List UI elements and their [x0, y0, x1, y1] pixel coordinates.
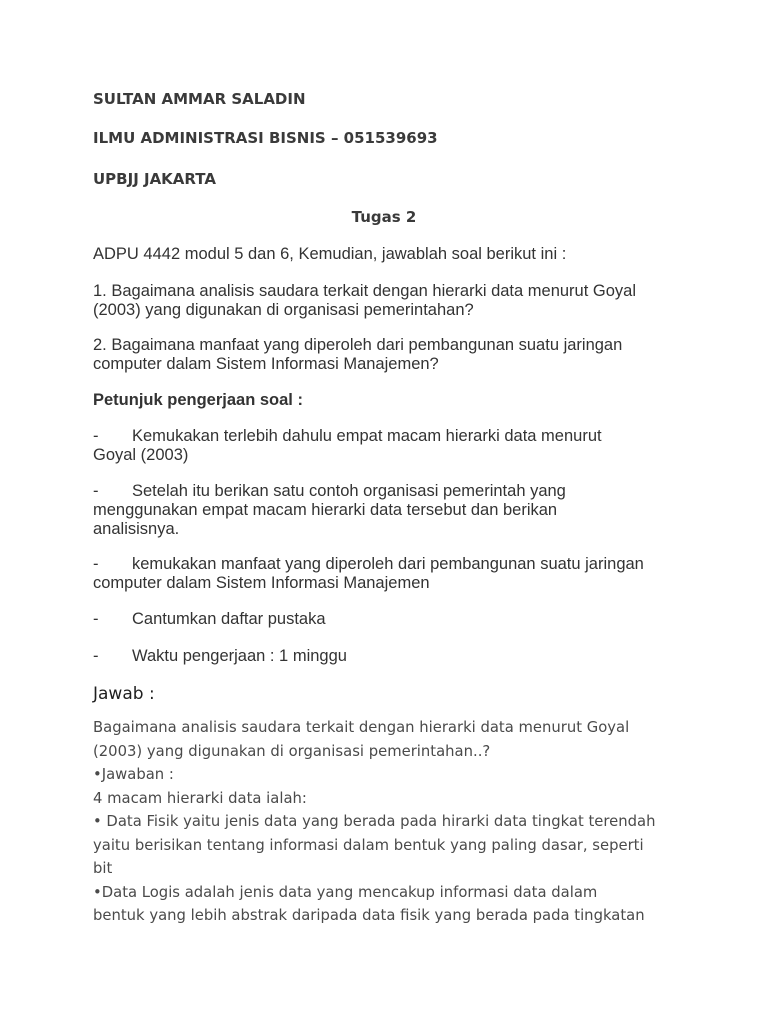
instruction-2-line-3: analisisnya. — [93, 520, 180, 538]
instructions-heading: Petunjuk pengerjaan soal : — [93, 391, 303, 409]
student-name: SULTAN AMMAR SALADIN — [93, 90, 306, 108]
upbjj-location: UPBJJ JAKARTA — [93, 170, 216, 188]
question-2-line-2: computer dalam Sistem Informasi Manajemen? — [93, 355, 439, 373]
instruction-item-5 — [93, 647, 693, 666]
instruction-item-2 — [93, 482, 693, 539]
answer-line: • Data Fisik yaitu jenis data yang berada pada hirarki data tingkat terendah — [93, 813, 656, 830]
answer-line: •Data Logis adalah jenis data yang mencakup informasi data dalam — [93, 883, 598, 901]
answer-heading: Jawab : — [93, 684, 155, 704]
answer-line: yaitu berisikan tentang informasi dalam bentuk yang paling dasar, seperti — [93, 836, 644, 854]
answer-body — [93, 716, 693, 928]
answer-line: •Jawaban : — [93, 766, 174, 783]
question-1 — [93, 282, 693, 320]
study-program: ILMU ADMINISTRASI BISNIS – 051539693 — [93, 129, 438, 147]
instruction-3-line-1: kemukakan manfaat yang diperoleh dari pembangunan suatu jaringan — [132, 555, 644, 573]
instruction-item-4 — [93, 610, 693, 629]
dash-marker: - — [93, 610, 99, 628]
answer-line: 4 macam hierarki data ialah: — [93, 789, 307, 807]
instruction-item-3 — [93, 555, 693, 593]
instruction-3-line-2: computer dalam Sistem Informasi Manajemen — [93, 574, 430, 592]
intro-text: ADPU 4442 modul 5 dan 6, Kemudian, jawablah soal berikut ini : — [93, 245, 567, 263]
dash-marker: - — [93, 482, 99, 500]
instruction-1-line-2: Goyal (2003) — [93, 446, 189, 464]
instruction-5-line-1: Waktu pengerjaan : 1 minggu — [132, 647, 347, 665]
answer-line: Bagaimana analisis saudara terkait dengan hierarki data menurut Goyal — [93, 719, 630, 736]
question-2 — [93, 336, 693, 374]
question-1-line-2: (2003) yang digunakan di organisasi pemerintahan? — [93, 301, 474, 319]
dash-marker: - — [93, 555, 99, 573]
assignment-title: Tugas 2 — [351, 208, 417, 226]
question-2-line-1: 2. Bagaimana manfaat yang diperoleh dari pembangunan suatu jaringan — [93, 336, 623, 354]
instruction-2-line-2: menggunakan empat macam hierarki data tersebut dan berikan — [93, 501, 558, 519]
instruction-2-line-1: Setelah itu berikan satu contoh organisasi pemerintah yang — [132, 482, 566, 500]
instruction-item-1 — [93, 427, 693, 465]
answer-line: bit — [93, 860, 113, 877]
dash-marker: - — [93, 647, 99, 665]
answer-line: (2003) yang digunakan di organisasi pemerintahan..? — [93, 742, 491, 760]
answer-line: bentuk yang lebih abstrak daripada data fisik yang berada pada tingkatan — [93, 907, 645, 924]
instruction-1-line-1: Kemukakan terlebih dahulu empat macam hierarki data menurut — [132, 427, 602, 445]
instruction-4-line-1: Cantumkan daftar pustaka — [132, 610, 326, 628]
question-1-line-1: 1. Bagaimana analisis saudara terkait dengan hierarki data menurut Goyal — [93, 282, 636, 300]
dash-marker: - — [93, 427, 99, 445]
